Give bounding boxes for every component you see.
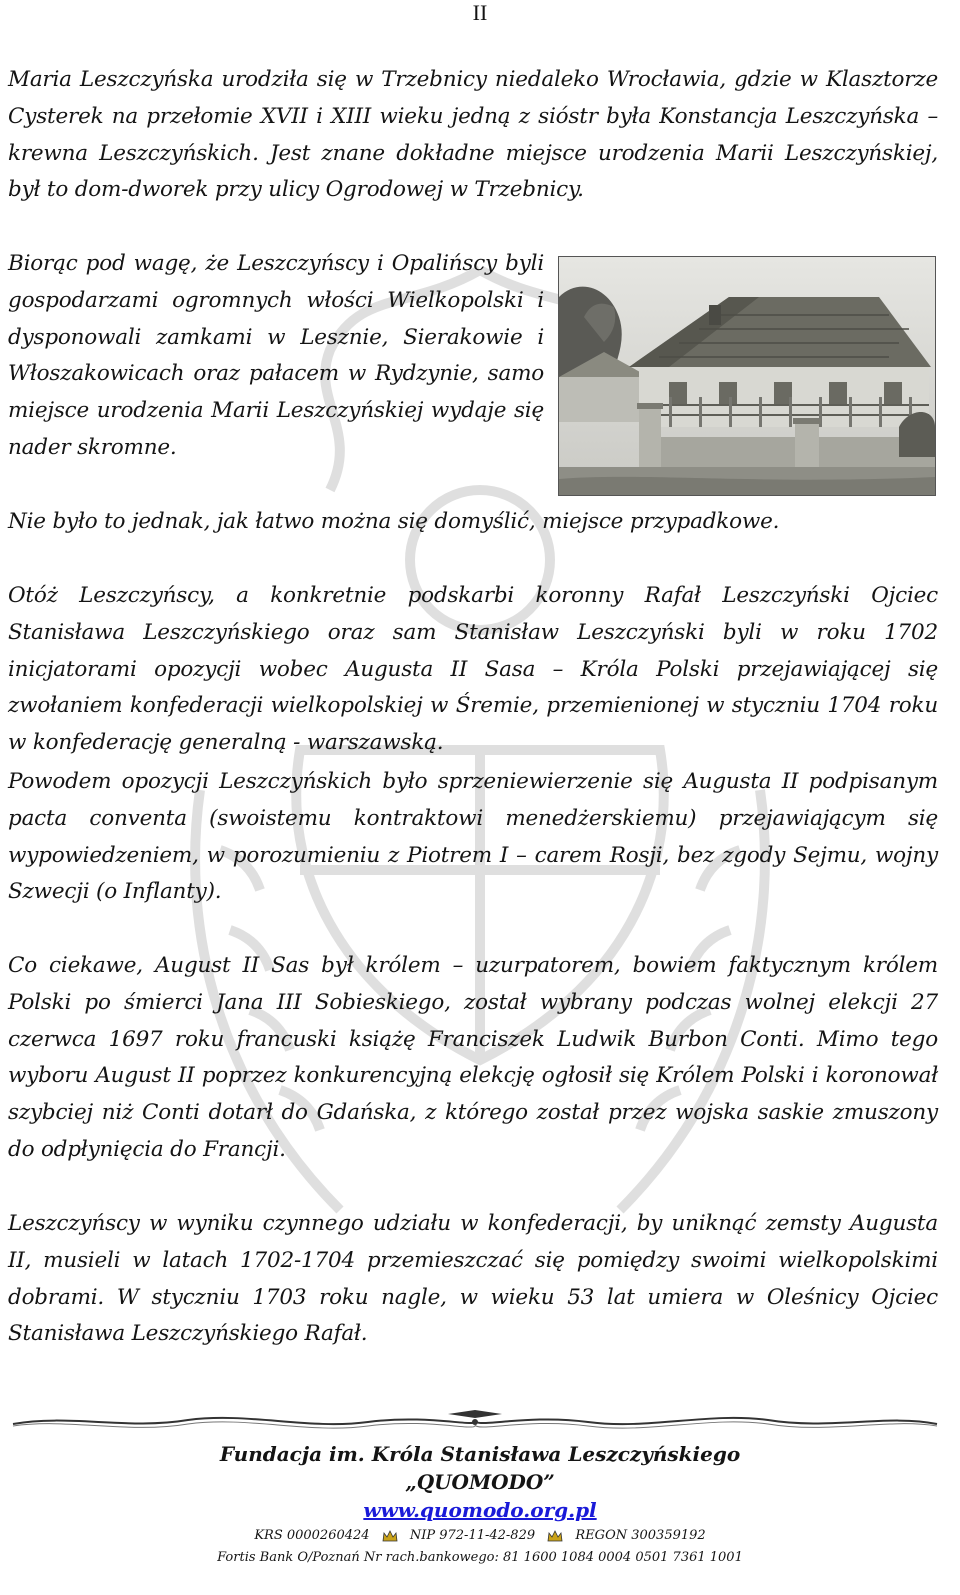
paragraph-usurper: Co ciekawe, August II Sas był królem – uzurpatorem, bowiem faktycznym królem Polski po śmierci Jana III Sobieskiego, został wybrany podczas wolnej elekcji 27 czerwca 1697 roku francuski książę Franciszek Ludwik Burbon Conti. Mimo tego wyboru August II poprzez konkurencyjną elekcję ogłosił się Królem Polski i koronował szybciej niż Conti dotarł do Gdańska, z którego został przez wojska saskie zmuszony do odpłynięcia do Francji.: [8, 953, 938, 1162]
krs-number: KRS 0000260424: [254, 1528, 370, 1543]
ornamental-divider: [8, 1408, 942, 1434]
paragraph-birthplace: Maria Leszczyńska urodziła się w Trzebnicy niedaleko Wrocławia, gdzie w Klasztorze Cysterek na przełomie XVII i XIII wieku jedną z sióstr była Konstancja Leszczyńska – krewna Leszczyńskich. Jest znane dokładne miejsce urodzenia Marii Leszczyńskiej, był to dom-dworek przy ulicy Ogrodowej w Trzebnicy.: [8, 67, 938, 203]
paragraph-reason: Powodem opozycji Leszczyńskich było sprzeniewierzenie się Augusta II podpisanym pacta conventa (swoistemu kontraktowi menedżerskiemu) przejawiającym się wypowiedzeniem, w porozumieniu z Piotrem I – carem Rosji, bez zgody Sejmu, wojny Szwecji (o Inflanty).: [8, 769, 938, 905]
paragraph-estates: Biorąc pod wagę, że Leszczyńscy i Opalińscy byli gospodarzami ogromnych włości Wielkopolski i dysponowali zamkami w Lesznie, Sierakowie i Włoszakowicach oraz pałacem w Rydzynie, samo miejsce urodzenia Marii Leszczyńskiej wydaje się nader skromne.: [8, 251, 544, 460]
crown-icon: [382, 1530, 398, 1542]
crown-icon: [547, 1530, 563, 1542]
registration-numbers: [0, 1527, 960, 1545]
page-number: II: [472, 0, 488, 25]
regon-number: REGON 300359192: [575, 1528, 706, 1543]
bank-account: Fortis Bank O/Poznań Nr rach.bankowego: 81 1600 1084 0004 0501 7361 1001: [217, 1550, 743, 1565]
foundation-name: Fundacja im. Króla Stanisława Leszczyńskiego: [219, 1442, 741, 1466]
paragraph-not-accidental: Nie było to jednak, jak łatwo można się domyślić, miejsce przypadkowe.: [8, 509, 780, 534]
manor-house-illustration: [559, 257, 935, 495]
manor-house-photo: [558, 256, 936, 496]
foundation-website-link[interactable]: www.quomodo.org.pl: [363, 1498, 597, 1522]
nip-number: NIP 972-11-42-829: [409, 1528, 536, 1543]
foundation-title: „QUOMODO”: [405, 1470, 555, 1494]
paragraph-opposition: Otóż Leszczyńscy, a konkretnie podskarbi koronny Rafał Leszczyński Ojciec Stanisława Leszczyńskiego oraz sam Stanisław Leszczyński byli w roku 1702 inicjatorami opozycji wobec Augusta II Sasa – Króla Polski przejawiającej się zwołaniem konfederacji wielkopolskiej w Śremie, przemienionej w styczniu 1704 roku w konfederację generalną - warszawską.: [8, 583, 938, 756]
paragraph-relocation: Leszczyńscy w wyniku czynnego udziału w konfederacji, by uniknąć zemsty Augusta II, musieli w latach 1702-1704 przemieszczać się pomiędzy swoimi wielkopolskimi dobrami. W styczniu 1703 roku nagle, w wieku 53 lat umiera w Oleśnicy Ojciec Stanisława Leszczyńskiego Rafał.: [8, 1211, 938, 1347]
